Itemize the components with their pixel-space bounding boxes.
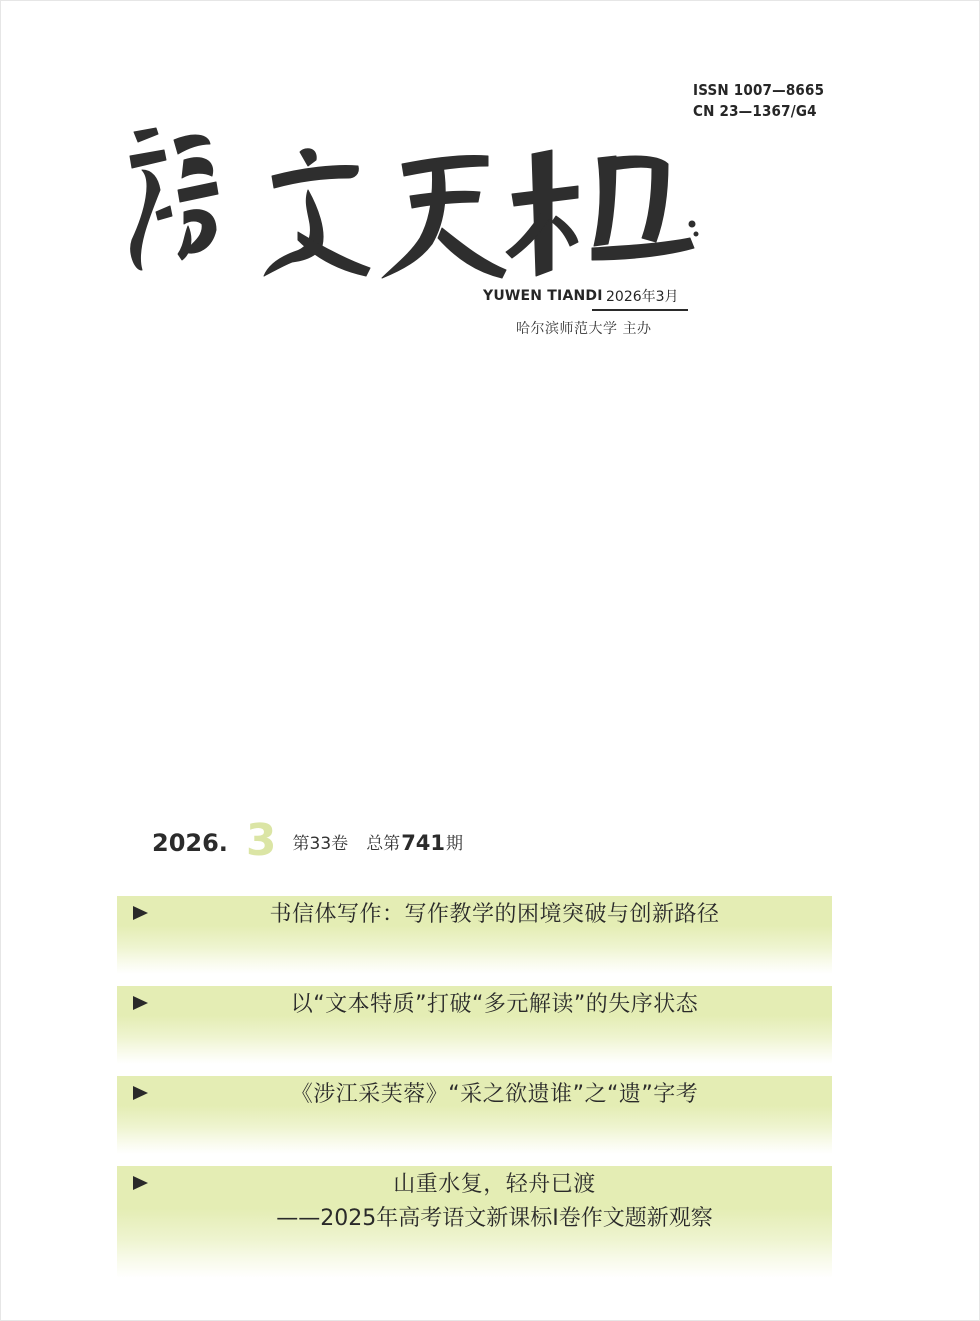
issue-total-prefix: 总第	[366, 834, 401, 854]
toc-item-title: 书信体写作：写作教学的困境突破与创新路径	[269, 902, 720, 927]
toc-item[interactable]	[117, 1166, 832, 1278]
toc-item[interactable]	[117, 896, 832, 974]
publication-date: 2026年3月	[606, 289, 679, 305]
toc-item[interactable]	[117, 1076, 832, 1154]
issue-number: 3	[245, 815, 277, 866]
toc-item-title: 以“文本特质”打破“多元解读”的失序状态	[290, 992, 699, 1017]
toc-item[interactable]	[117, 986, 832, 1064]
sponsor-line: 哈尔滨师范大学 主办	[516, 321, 652, 337]
play-arrow-icon	[133, 1176, 148, 1190]
toc-item-title: 《涉江采芙蓉》“采之欲遗谁”之“遗”字考	[290, 1082, 699, 1107]
calligraphy-title-logo	[112, 120, 702, 285]
issue-year: 2026.	[152, 829, 228, 857]
play-arrow-icon	[133, 996, 148, 1010]
issn-number: ISSN 1007—8665	[693, 81, 825, 99]
cn-number: CN 23—1367/G4	[693, 102, 817, 120]
play-arrow-icon	[133, 906, 148, 920]
issue-total-suffix: 期	[446, 834, 464, 854]
masthead-calligraphy	[112, 120, 702, 285]
date-underline	[592, 309, 688, 311]
issue-line	[152, 814, 463, 864]
toc-item-title: 山重水复，轻舟已渡	[393, 1172, 596, 1197]
play-arrow-icon	[133, 1086, 148, 1100]
toc-item-subtitle: ——2025年高考语文新课标Ⅰ卷作文题新观察	[276, 1206, 713, 1231]
issue-total-number: 741	[401, 831, 446, 855]
issue-volume: 第33卷	[292, 834, 349, 854]
registration-block	[693, 80, 824, 122]
masthead-pinyin: YUWEN TIANDI	[483, 288, 603, 304]
